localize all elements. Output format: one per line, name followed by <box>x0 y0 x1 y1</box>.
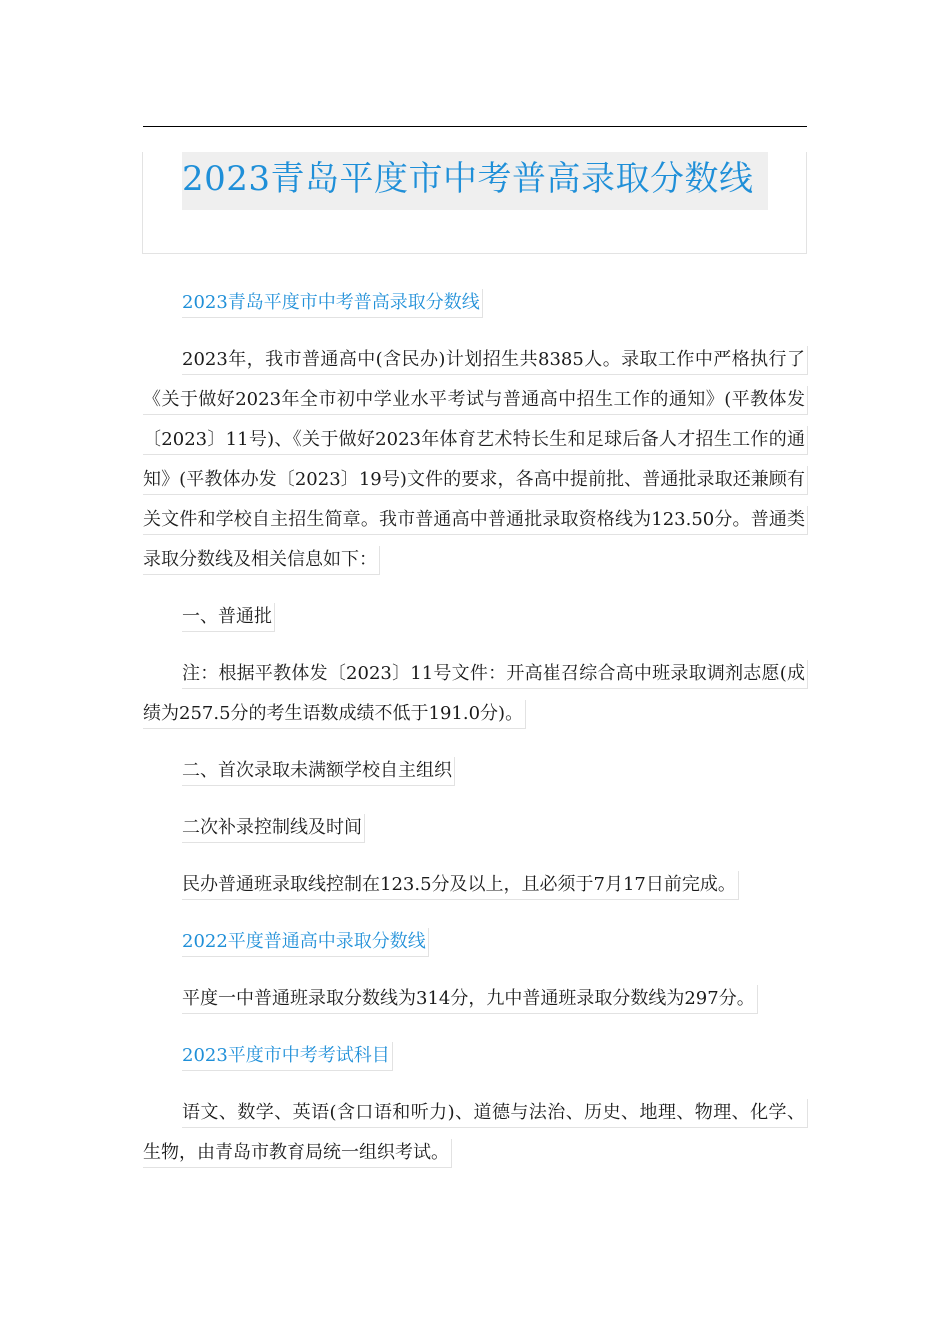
page-title: 2023青岛平度市中考普高录取分数线 <box>182 152 768 210</box>
intro-text: 2023年，我市普通高中(含民办)计划招生共8385人。录取工作中严格执行了《关于做好2023年全市初中学业水平考试与普通高中招生工作的通知》(平教体发〔2023〕11号)、《关于做好2023年体育艺术特长生和足球后备人才招生工作的通知》(平教体办发〔2023〕19号)文件的要求，各高中提前批、普通批录取还兼顾有关文件和学校自主招生简章。我市普通高中普通批录取资格线为123.50分。普通类录取分数线及相关信息如下： <box>143 346 808 575</box>
note-text: 注：根据平教体发〔2023〕11号文件：开高崔召综合高中班录取调剂志愿(成绩为257.5分的考生语数成绩不低于191.0分)。 <box>143 660 808 729</box>
part-two-sub-text: 二次补录控制线及时间 <box>182 814 365 843</box>
subjects-heading-text: 2023平度市中考考试科目 <box>182 1042 393 1071</box>
section-heading-text: 2023青岛平度市中考普高录取分数线 <box>182 289 483 318</box>
scores-2022-text: 平度一中普通班录取分数线为314分，九中普通班录取分数线为297分。 <box>182 985 758 1014</box>
top-rule <box>143 126 807 127</box>
part-two-text: 二、首次录取未满额学校自主组织 <box>182 757 455 786</box>
part-two-heading <box>143 751 808 791</box>
subjects-heading <box>143 1036 808 1076</box>
part-one-text: 一、普通批 <box>182 603 275 632</box>
document-body <box>143 283 808 1190</box>
private-school-paragraph <box>143 865 808 905</box>
intro-paragraph <box>143 340 808 580</box>
scores-2022-paragraph <box>143 979 808 1019</box>
part-two-subheading <box>143 808 808 848</box>
private-school-text: 民办普通班录取线控制在123.5分及以上，且必须于7月17日前完成。 <box>182 871 739 900</box>
subjects-text: 语文、数学、英语(含口语和听力)、道德与法治、历史、地理、物理、化学、生物，由青岛市教育局统一组织考试。 <box>143 1099 808 1168</box>
heading-2022 <box>143 922 808 962</box>
note-paragraph <box>143 654 808 734</box>
subjects-paragraph <box>143 1093 808 1173</box>
section-heading <box>143 283 808 323</box>
part-one-heading <box>143 597 808 637</box>
heading-2022-text: 2022平度普通高中录取分数线 <box>182 928 429 957</box>
